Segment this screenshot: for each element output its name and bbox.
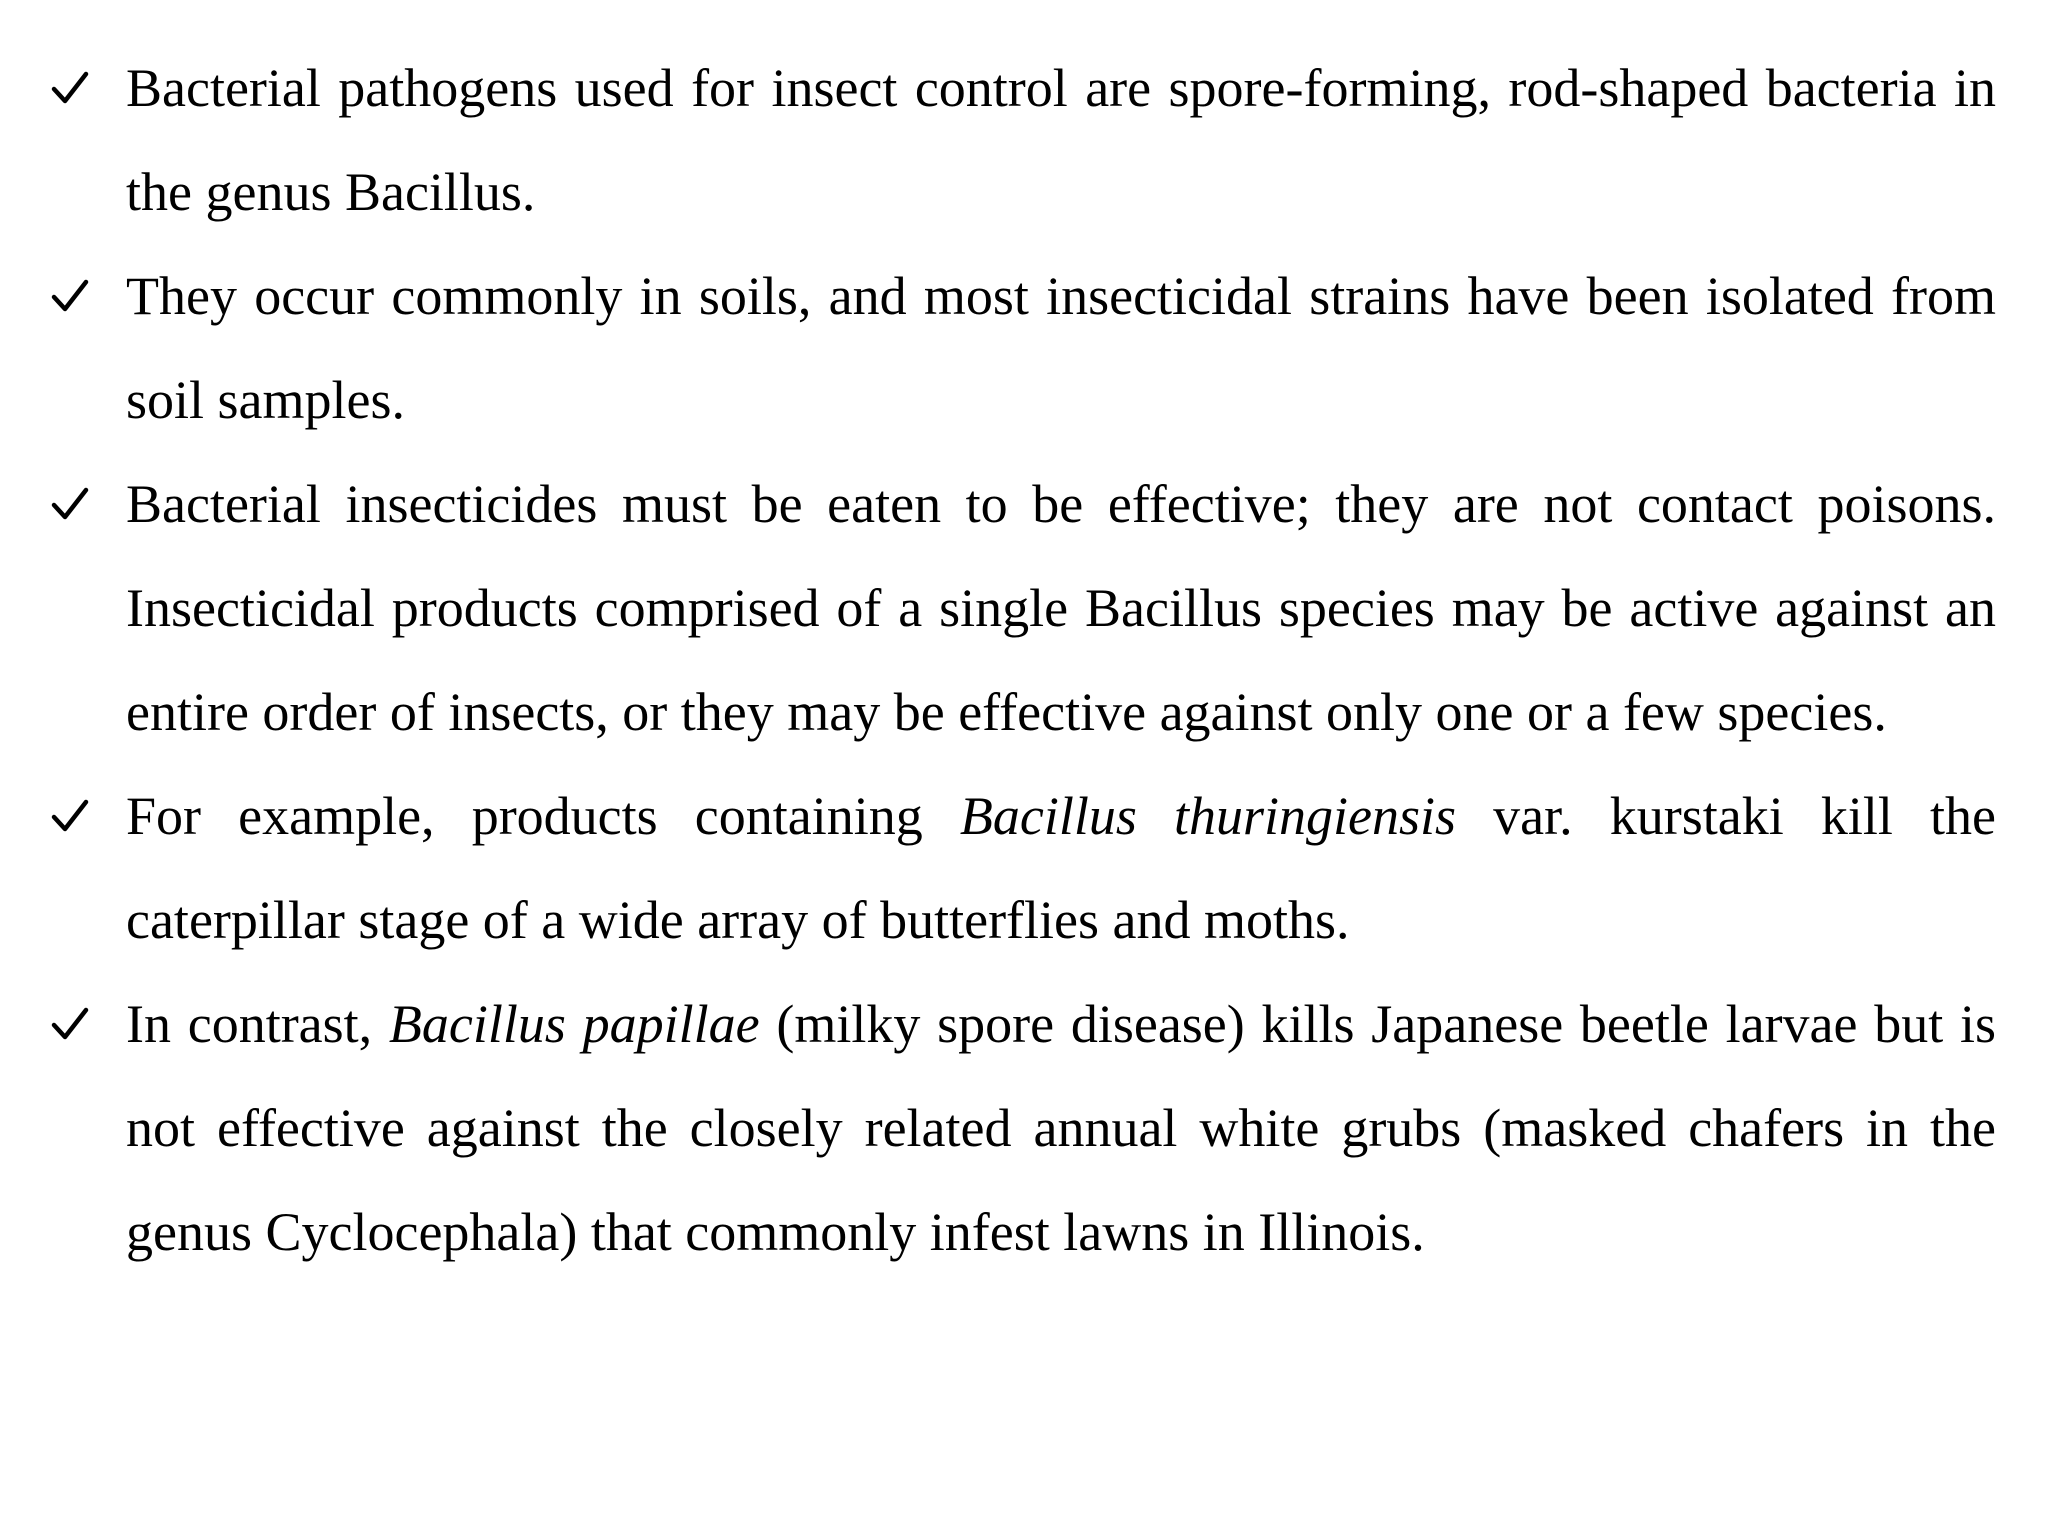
bullet-text (126, 58, 1996, 222)
check-icon (48, 764, 92, 868)
check-icon (48, 244, 92, 348)
bullet-text (126, 994, 1996, 1262)
bullet-text (126, 266, 1996, 430)
bullet-item (0, 244, 2048, 452)
bullet-item (0, 764, 2048, 972)
check-icon (48, 36, 92, 140)
bullet-item (0, 452, 2048, 764)
bullet-text-segment: They occur commonly in soils, and most insecticidal strains have been isolated from soil samples. (126, 266, 1996, 430)
species-name-italic: Bacillus thuringiensis (959, 786, 1457, 846)
bullet-item (0, 36, 2048, 244)
bullet-text-segment: Bacterial pathogens used for insect control are spore-forming, rod-shaped bacteria in the genus Bacillus. (126, 58, 1996, 222)
bullet-text-segment: Bacterial insecticides must be eaten to be effective; they are not contact poisons. Insecticidal products comprised of a single Bacillus species may be active against an entire order of insects, or they may be effective against only one or a few species. (126, 474, 1996, 742)
check-icon (48, 972, 92, 1076)
bullet-item (0, 972, 2048, 1284)
bullet-text-segment: var. kurstaki kill the caterpillar stage of a wide array of butterflies and moths. (126, 786, 1997, 950)
bullet-text (126, 474, 1996, 742)
bullet-text (126, 786, 1996, 950)
species-name-italic: Bacillus papillae (388, 994, 760, 1054)
check-icon (48, 452, 92, 556)
bullet-text-segment: For example, products containing (126, 786, 960, 846)
bullet-text-segment: In contrast, (126, 994, 389, 1054)
bullet-text-segment: (milky spore disease) kills Japanese beetle larvae but is not effective against the closely related annual white grubs (masked chafers in the genus Cyclocephala) that commonly infest lawns in Illinois. (126, 994, 1996, 1262)
